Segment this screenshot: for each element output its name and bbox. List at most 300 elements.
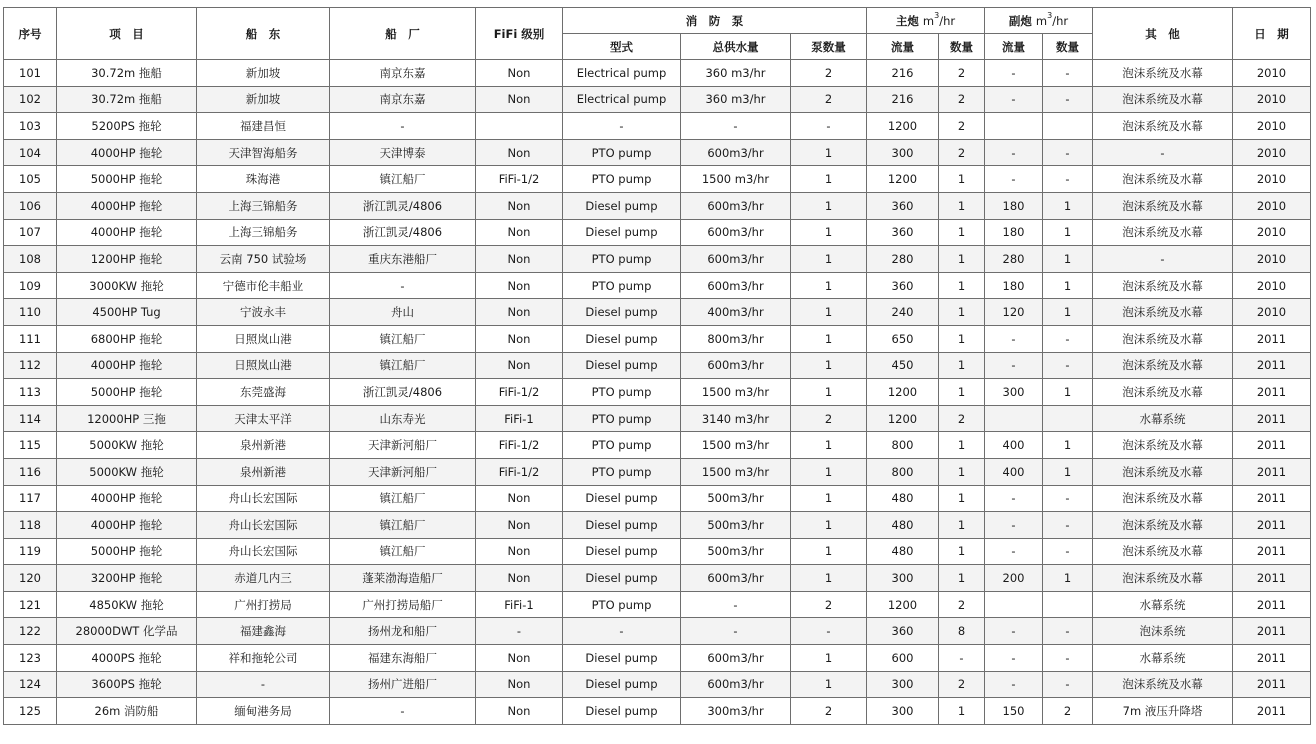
owner-cell: 宁波永丰 [197,299,330,326]
owner-cell: 上海三锦船务 [197,192,330,219]
seq-cell: 123 [4,645,57,672]
yard-cell: 山东寿光 [330,405,476,432]
main-monitor-flow-cell: 1200 [867,591,939,618]
aux-monitor-qty-cell: - [1043,485,1093,512]
table-row [4,219,1311,246]
owner-cell: 天津太平洋 [197,405,330,432]
pump-type-cell: Diesel pump [563,538,681,565]
seq-cell: 111 [4,325,57,352]
main-monitor-qty-cell: 2 [939,60,985,87]
project-cell: 3200HP 拖轮 [57,565,197,592]
pump-count-cell: 1 [791,139,867,166]
main-monitor-flow-cell: 480 [867,512,939,539]
other-cell: 7m 液压升降塔 [1093,698,1233,725]
owner-cell: 云南 750 试验场 [197,246,330,273]
date-cell: 2011 [1233,352,1311,379]
pump-total-flow-cell: 360 m3/hr [681,60,791,87]
pump-type-cell: PTO pump [563,379,681,406]
aux-monitor-flow-cell: - [985,538,1043,565]
header-pump-count: 泵数量 [791,34,867,60]
table-row [4,591,1311,618]
pump-count-cell: 2 [791,60,867,87]
aux-monitor-qty-cell [1043,113,1093,140]
main-monitor-flow-cell: 480 [867,538,939,565]
pump-count-cell: 2 [791,86,867,113]
yard-cell: 扬州龙和船厂 [330,618,476,645]
project-cell: 26m 消防船 [57,698,197,725]
header-main-monitor-label: 主炮 [895,13,919,28]
owner-cell: 东莞盛海 [197,379,330,406]
aux-monitor-flow-cell: - [985,86,1043,113]
yard-cell: 福建东海船厂 [330,645,476,672]
seq-cell: 102 [4,86,57,113]
project-cell: 5200PS 拖轮 [57,113,197,140]
table-row [4,60,1311,87]
fifi-class-cell: FiFi-1/2 [476,432,563,459]
aux-monitor-flow-cell: 400 [985,432,1043,459]
date-cell: 2011 [1233,485,1311,512]
seq-cell: 125 [4,698,57,725]
project-cell: 3000KW 拖轮 [57,272,197,299]
pump-total-flow-cell: 3140 m3/hr [681,405,791,432]
owner-cell: 赤道几内三 [197,565,330,592]
project-cell: 5000KW 拖轮 [57,458,197,485]
aux-monitor-flow-cell [985,591,1043,618]
yard-cell: 南京东嘉 [330,60,476,87]
pump-type-cell: Diesel pump [563,192,681,219]
date-cell: 2010 [1233,299,1311,326]
aux-monitor-flow-cell: - [985,512,1043,539]
pump-total-flow-cell: 400m3/hr [681,299,791,326]
aux-monitor-qty-cell [1043,405,1093,432]
pump-count-cell: 1 [791,219,867,246]
seq-cell: 104 [4,139,57,166]
date-cell: 2010 [1233,166,1311,193]
header-main-monitor-unit: $m^3/hr$ [922,10,956,28]
pump-total-flow-cell: 600m3/hr [681,219,791,246]
seq-cell: 118 [4,512,57,539]
pump-total-flow-cell: - [681,591,791,618]
aux-monitor-flow-cell: 200 [985,565,1043,592]
seq-cell: 110 [4,299,57,326]
pump-total-flow-cell: 360 m3/hr [681,86,791,113]
table-row [4,618,1311,645]
other-cell: 泡沫系统及水幕 [1093,192,1233,219]
other-cell: 泡沫系统及水幕 [1093,458,1233,485]
owner-cell: 祥和拖轮公司 [197,645,330,672]
yard-cell: 镇江船厂 [330,166,476,193]
date-cell: 2011 [1233,698,1311,725]
seq-cell: 105 [4,166,57,193]
date-cell: 2010 [1233,60,1311,87]
table-row [4,86,1311,113]
header-aux-monitor-flow: 流量 [985,34,1043,60]
pump-count-cell: 1 [791,671,867,698]
main-monitor-flow-cell: 1200 [867,113,939,140]
yard-cell: 天津博泰 [330,139,476,166]
fifi-class-cell: Non [476,139,563,166]
aux-monitor-flow-cell: 280 [985,246,1043,273]
owner-cell: 舟山长宏国际 [197,512,330,539]
pump-total-flow-cell: 1500 m3/hr [681,458,791,485]
other-cell: 泡沫系统及水幕 [1093,565,1233,592]
project-cell: 30.72m 拖船 [57,60,197,87]
aux-monitor-qty-cell: 1 [1043,192,1093,219]
other-cell: 水幕系统 [1093,591,1233,618]
other-cell: 泡沫系统及水幕 [1093,272,1233,299]
pump-type-cell: Diesel pump [563,671,681,698]
project-cell: 1200HP 拖轮 [57,246,197,273]
pump-type-cell: Diesel pump [563,485,681,512]
other-cell: 泡沫系统及水幕 [1093,379,1233,406]
aux-monitor-qty-cell: 2 [1043,698,1093,725]
project-cell: 3600PS 拖轮 [57,671,197,698]
header-aux-monitor-qty: 数量 [1043,34,1093,60]
pump-count-cell: 1 [791,512,867,539]
date-cell: 2010 [1233,246,1311,273]
owner-cell: 天津智海船务 [197,139,330,166]
aux-monitor-flow-cell: - [985,139,1043,166]
owner-cell: 舟山长宏国际 [197,538,330,565]
pump-total-flow-cell: 300m3/hr [681,698,791,725]
pump-count-cell: - [791,113,867,140]
pump-type-cell: - [563,618,681,645]
fifi-class-cell: Non [476,538,563,565]
fifi-class-cell [476,113,563,140]
yard-cell: 南京东嘉 [330,86,476,113]
aux-monitor-flow-cell: - [985,485,1043,512]
seq-cell: 113 [4,379,57,406]
date-cell: 2011 [1233,618,1311,645]
main-monitor-qty-cell: 2 [939,113,985,140]
date-cell: 2010 [1233,113,1311,140]
main-monitor-flow-cell: 216 [867,60,939,87]
table-row [4,698,1311,725]
table-row [4,458,1311,485]
fifi-class-cell: Non [476,485,563,512]
header-date: 日 期 [1233,8,1311,60]
table-row [4,538,1311,565]
pump-total-flow-cell: 1500 m3/hr [681,432,791,459]
fifi-class-cell: Non [476,645,563,672]
yard-cell: 蓬莱渤海造船厂 [330,565,476,592]
other-cell: 泡沫系统及水幕 [1093,325,1233,352]
date-cell: 2011 [1233,405,1311,432]
pump-count-cell: 1 [791,485,867,512]
seq-cell: 106 [4,192,57,219]
yard-cell: 浙江凯灵/4806 [330,379,476,406]
aux-monitor-qty-cell: - [1043,512,1093,539]
date-cell: 2010 [1233,139,1311,166]
fifi-class-cell: Non [476,698,563,725]
date-cell: 2010 [1233,192,1311,219]
seq-cell: 116 [4,458,57,485]
pump-total-flow-cell: 500m3/hr [681,512,791,539]
pump-count-cell: 1 [791,458,867,485]
fifi-class-cell: Non [476,299,563,326]
pump-type-cell: Diesel pump [563,219,681,246]
yard-cell: 镇江船厂 [330,485,476,512]
main-monitor-flow-cell: 360 [867,618,939,645]
pump-type-cell: Diesel pump [563,565,681,592]
project-cell: 4850KW 拖轮 [57,591,197,618]
aux-monitor-qty-cell: - [1043,352,1093,379]
project-cell: 4000HP 拖轮 [57,219,197,246]
seq-cell: 120 [4,565,57,592]
seq-cell: 109 [4,272,57,299]
fifi-class-cell: Non [476,671,563,698]
table-row [4,113,1311,140]
table-row [4,139,1311,166]
pump-count-cell: 1 [791,166,867,193]
pump-type-cell: Electrical pump [563,86,681,113]
header-pump-type: 型式 [563,34,681,60]
aux-monitor-flow-cell: 150 [985,698,1043,725]
aux-monitor-qty-cell: - [1043,86,1093,113]
owner-cell: 舟山长宏国际 [197,485,330,512]
aux-monitor-flow-cell [985,113,1043,140]
owner-cell: 福建鑫海 [197,618,330,645]
fifi-class-cell: Non [476,512,563,539]
date-cell: 2010 [1233,272,1311,299]
pump-count-cell: 2 [791,591,867,618]
pump-total-flow-cell: 600m3/hr [681,272,791,299]
pump-count-cell: 1 [791,538,867,565]
date-cell: 2011 [1233,379,1311,406]
main-monitor-qty-cell: 1 [939,192,985,219]
header-yard: 船 厂 [330,8,476,60]
other-cell: 泡沫系统及水幕 [1093,113,1233,140]
main-monitor-qty-cell: 1 [939,565,985,592]
pump-total-flow-cell: 600m3/hr [681,139,791,166]
aux-monitor-flow-cell: 300 [985,379,1043,406]
aux-monitor-qty-cell: - [1043,166,1093,193]
header-main-monitor-qty: 数量 [939,34,985,60]
aux-monitor-flow-cell: 180 [985,219,1043,246]
main-monitor-flow-cell: 300 [867,671,939,698]
table-row [4,192,1311,219]
project-cell: 4000HP 拖轮 [57,139,197,166]
pump-count-cell: 1 [791,192,867,219]
main-monitor-qty-cell: 2 [939,86,985,113]
owner-cell: 泉州新港 [197,458,330,485]
main-monitor-qty-cell: 2 [939,591,985,618]
table-row [4,299,1311,326]
seq-cell: 107 [4,219,57,246]
pump-count-cell: 1 [791,272,867,299]
main-monitor-qty-cell: - [939,645,985,672]
aux-monitor-qty-cell: 1 [1043,272,1093,299]
other-cell: - [1093,139,1233,166]
seq-cell: 103 [4,113,57,140]
main-monitor-qty-cell: 1 [939,512,985,539]
yard-cell: 镇江船厂 [330,325,476,352]
main-monitor-flow-cell: 800 [867,458,939,485]
seq-cell: 114 [4,405,57,432]
table-row [4,166,1311,193]
fire-fighting-project-table-sheet [3,7,1311,725]
pump-total-flow-cell: 500m3/hr [681,485,791,512]
project-cell: 4000HP 拖轮 [57,512,197,539]
other-cell: 泡沫系统及水幕 [1093,60,1233,87]
pump-type-cell: PTO pump [563,272,681,299]
fifi-class-cell: FiFi-1/2 [476,379,563,406]
aux-monitor-qty-cell: - [1043,60,1093,87]
fifi-class-cell: Non [476,246,563,273]
owner-cell: 日照岚山港 [197,352,330,379]
yard-cell: 舟山 [330,299,476,326]
yard-cell: 镇江船厂 [330,352,476,379]
other-cell: 泡沫系统及水幕 [1093,352,1233,379]
pump-type-cell: Electrical pump [563,60,681,87]
yard-cell: 镇江船厂 [330,512,476,539]
yard-cell: - [330,113,476,140]
yard-cell: 浙江凯灵/4806 [330,219,476,246]
table-row [4,272,1311,299]
pump-type-cell: PTO pump [563,591,681,618]
fifi-class-cell: Non [476,86,563,113]
pump-total-flow-cell: 600m3/hr [681,192,791,219]
seq-cell: 115 [4,432,57,459]
main-monitor-flow-cell: 300 [867,139,939,166]
main-monitor-qty-cell: 1 [939,272,985,299]
owner-cell: - [197,671,330,698]
seq-cell: 124 [4,671,57,698]
table-row [4,379,1311,406]
fire-fighting-project-table [3,7,1311,725]
owner-cell: 广州打捞局 [197,591,330,618]
owner-cell: 宁德市伦丰船业 [197,272,330,299]
pump-total-flow-cell: 600m3/hr [681,645,791,672]
date-cell: 2011 [1233,538,1311,565]
aux-monitor-flow-cell: - [985,671,1043,698]
fifi-class-cell: FiFi-1 [476,591,563,618]
header-aux-monitor-unit: $m^3/hr$ [1035,10,1069,28]
main-monitor-flow-cell: 480 [867,485,939,512]
pump-count-cell: 1 [791,299,867,326]
other-cell: 泡沫系统及水幕 [1093,485,1233,512]
owner-cell: 缅甸港务局 [197,698,330,725]
project-cell: 6800HP 拖轮 [57,325,197,352]
project-cell: 4000PS 拖轮 [57,645,197,672]
main-monitor-flow-cell: 280 [867,246,939,273]
main-monitor-qty-cell: 2 [939,405,985,432]
date-cell: 2011 [1233,512,1311,539]
header-seq: 序号 [4,8,57,60]
aux-monitor-flow-cell: - [985,352,1043,379]
main-monitor-flow-cell: 600 [867,645,939,672]
fifi-class-cell: Non [476,352,563,379]
date-cell: 2011 [1233,671,1311,698]
pump-type-cell: Diesel pump [563,512,681,539]
aux-monitor-qty-cell: - [1043,538,1093,565]
pump-type-cell: Diesel pump [563,325,681,352]
main-monitor-qty-cell: 8 [939,618,985,645]
project-cell: 4000HP 拖轮 [57,352,197,379]
main-monitor-qty-cell: 1 [939,219,985,246]
other-cell: 泡沫系统及水幕 [1093,219,1233,246]
project-cell: 5000HP 拖轮 [57,379,197,406]
date-cell: 2010 [1233,219,1311,246]
seq-cell: 122 [4,618,57,645]
pump-type-cell: Diesel pump [563,299,681,326]
main-monitor-flow-cell: 216 [867,86,939,113]
pump-count-cell: 1 [791,565,867,592]
owner-cell: 日照岚山港 [197,325,330,352]
yard-cell: 扬州广进船厂 [330,671,476,698]
fifi-class-cell: FiFi-1/2 [476,166,563,193]
owner-cell: 新加坡 [197,86,330,113]
project-cell: 4500HP Tug [57,299,197,326]
date-cell: 2011 [1233,458,1311,485]
pump-total-flow-cell: 500m3/hr [681,538,791,565]
table-row [4,565,1311,592]
project-cell: 4000HP 拖轮 [57,192,197,219]
other-cell: 泡沫系统及水幕 [1093,432,1233,459]
table-row [4,485,1311,512]
aux-monitor-qty-cell: 1 [1043,299,1093,326]
aux-monitor-flow-cell: - [985,325,1043,352]
main-monitor-flow-cell: 1200 [867,166,939,193]
pump-type-cell: Diesel pump [563,645,681,672]
pump-type-cell: PTO pump [563,432,681,459]
pump-count-cell: - [791,618,867,645]
main-monitor-flow-cell: 1200 [867,379,939,406]
aux-monitor-flow-cell: - [985,645,1043,672]
header-aux-monitor [985,8,1093,34]
aux-monitor-qty-cell: 1 [1043,246,1093,273]
date-cell: 2011 [1233,645,1311,672]
aux-monitor-qty-cell [1043,591,1093,618]
aux-monitor-qty-cell: 1 [1043,432,1093,459]
owner-cell: 上海三锦船务 [197,219,330,246]
pump-total-flow-cell: 600m3/hr [681,565,791,592]
pump-count-cell: 1 [791,432,867,459]
date-cell: 2011 [1233,325,1311,352]
aux-monitor-qty-cell: - [1043,325,1093,352]
aux-monitor-qty-cell: 1 [1043,458,1093,485]
main-monitor-flow-cell: 360 [867,219,939,246]
aux-monitor-qty-cell: - [1043,645,1093,672]
header-main-monitor-flow: 流量 [867,34,939,60]
header-pump-total-flow: 总供水量 [681,34,791,60]
aux-monitor-qty-cell: 1 [1043,565,1093,592]
table-header [4,8,1311,60]
other-cell: 泡沫系统及水幕 [1093,86,1233,113]
yard-cell: 重庆东港船厂 [330,246,476,273]
fifi-class-cell: Non [476,272,563,299]
header-fifi-class: FiFi 级别 [476,8,563,60]
main-monitor-qty-cell: 1 [939,325,985,352]
yard-cell: 广州打捞局船厂 [330,591,476,618]
aux-monitor-qty-cell: 1 [1043,219,1093,246]
pump-count-cell: 2 [791,405,867,432]
date-cell: 2011 [1233,432,1311,459]
date-cell: 2010 [1233,86,1311,113]
other-cell: 泡沫系统及水幕 [1093,671,1233,698]
header-aux-monitor-label: 副炮 [1008,13,1032,28]
owner-cell: 泉州新港 [197,432,330,459]
pump-type-cell: PTO pump [563,166,681,193]
main-monitor-flow-cell: 650 [867,325,939,352]
project-cell: 5000HP 拖轮 [57,166,197,193]
pump-type-cell: Diesel pump [563,698,681,725]
seq-cell: 112 [4,352,57,379]
main-monitor-qty-cell: 1 [939,485,985,512]
main-monitor-qty-cell: 1 [939,166,985,193]
main-monitor-flow-cell: 450 [867,352,939,379]
pump-total-flow-cell: - [681,113,791,140]
